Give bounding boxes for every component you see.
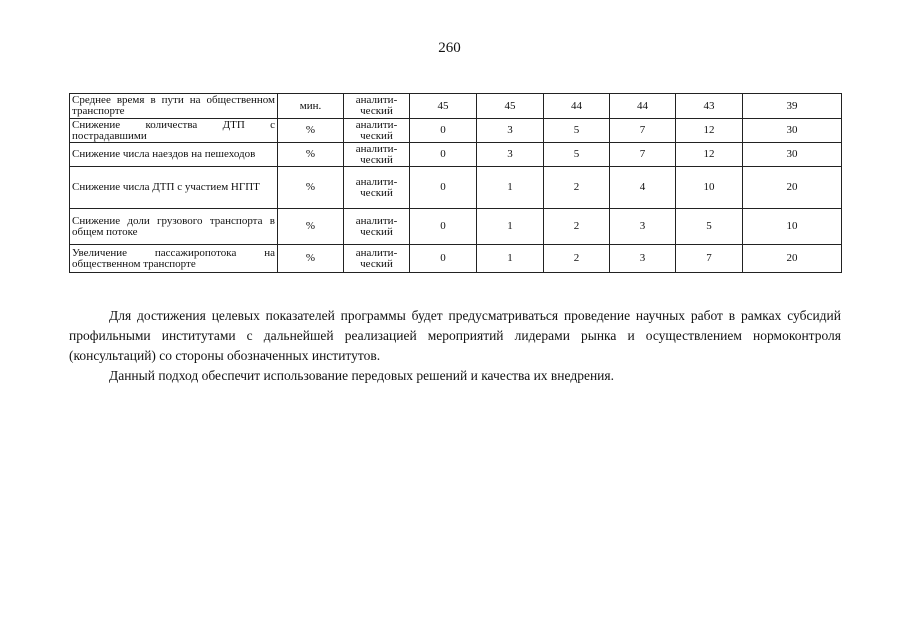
indicator-value: 39 <box>743 94 842 119</box>
indicator-value: 1 <box>477 167 544 209</box>
indicator-value: 3 <box>610 245 676 273</box>
indicator-method: аналити-ческий <box>344 209 410 245</box>
indicator-value: 5 <box>676 209 743 245</box>
body-paragraph <box>69 366 841 386</box>
indicator-value: 3 <box>477 119 544 143</box>
indicator-method: аналити-ческий <box>344 94 410 119</box>
table-row <box>70 209 842 245</box>
indicator-value: 44 <box>610 94 676 119</box>
indicator-unit: % <box>278 245 344 273</box>
indicator-name: Снижение количества ДТП с пострадавшими <box>70 119 278 143</box>
page-number: 260 <box>438 40 461 56</box>
indicator-value: 0 <box>410 245 477 273</box>
indicator-value: 20 <box>743 167 842 209</box>
indicator-value: 2 <box>544 209 610 245</box>
indicator-value: 2 <box>544 167 610 209</box>
indicator-method: аналити-ческий <box>344 119 410 143</box>
indicator-value: 43 <box>676 94 743 119</box>
paragraph-text: Данный подход обеспечит использование передовых решений и качества их внедрения. <box>109 368 614 383</box>
table-row <box>70 143 842 167</box>
indicator-unit: мин. <box>278 94 344 119</box>
table-row <box>70 94 842 119</box>
indicator-value: 7 <box>610 119 676 143</box>
indicator-value: 3 <box>477 143 544 167</box>
indicator-value: 0 <box>410 167 477 209</box>
indicator-name: Снижение числа ДТП с участием НГПТ <box>70 167 278 209</box>
indicator-value: 7 <box>610 143 676 167</box>
indicator-value: 7 <box>676 245 743 273</box>
indicator-value: 5 <box>544 143 610 167</box>
indicator-value: 5 <box>544 119 610 143</box>
indicator-value: 10 <box>676 167 743 209</box>
table-row <box>70 245 842 273</box>
indicator-unit: % <box>278 167 344 209</box>
indicator-value: 12 <box>676 143 743 167</box>
table-row <box>70 119 842 143</box>
indicator-name: Увеличение пассажиропотока на общественном транспорте <box>70 245 278 273</box>
indicator-value: 30 <box>743 119 842 143</box>
indicator-value: 0 <box>410 143 477 167</box>
indicator-value: 0 <box>410 119 477 143</box>
indicator-name: Снижение числа наездов на пешеходов <box>70 143 278 167</box>
indicator-method: аналити-ческий <box>344 143 410 167</box>
indicator-method: аналити-ческий <box>344 245 410 273</box>
indicator-value: 4 <box>610 167 676 209</box>
table-row <box>70 167 842 209</box>
indicator-name: Среднее время в пути на общественном транспорте <box>70 94 278 119</box>
indicator-value: 10 <box>743 209 842 245</box>
indicator-value: 3 <box>610 209 676 245</box>
indicator-value: 45 <box>410 94 477 119</box>
paragraph-text: Для достижения целевых показателей программы будет предусматриваться проведение научных работ в рамках субсидий профильными институтами с дальнейшей реализацией мероприятий лидерами рынка и осуществлением нормоконтроля (консультаций) со стороны обозначенных институтов. <box>69 308 841 363</box>
indicator-value: 45 <box>477 94 544 119</box>
indicator-name: Снижение доли грузового транспорта в общем потоке <box>70 209 278 245</box>
body-paragraph <box>69 306 841 366</box>
indicator-unit: % <box>278 119 344 143</box>
indicator-value: 1 <box>477 245 544 273</box>
indicator-value: 20 <box>743 245 842 273</box>
indicator-method: аналити-ческий <box>344 167 410 209</box>
indicator-value: 12 <box>676 119 743 143</box>
indicator-unit: % <box>278 143 344 167</box>
indicators-table <box>69 93 842 273</box>
indicator-unit: % <box>278 209 344 245</box>
indicator-value: 2 <box>544 245 610 273</box>
indicator-value: 30 <box>743 143 842 167</box>
indicator-value: 0 <box>410 209 477 245</box>
indicator-value: 44 <box>544 94 610 119</box>
indicator-value: 1 <box>477 209 544 245</box>
